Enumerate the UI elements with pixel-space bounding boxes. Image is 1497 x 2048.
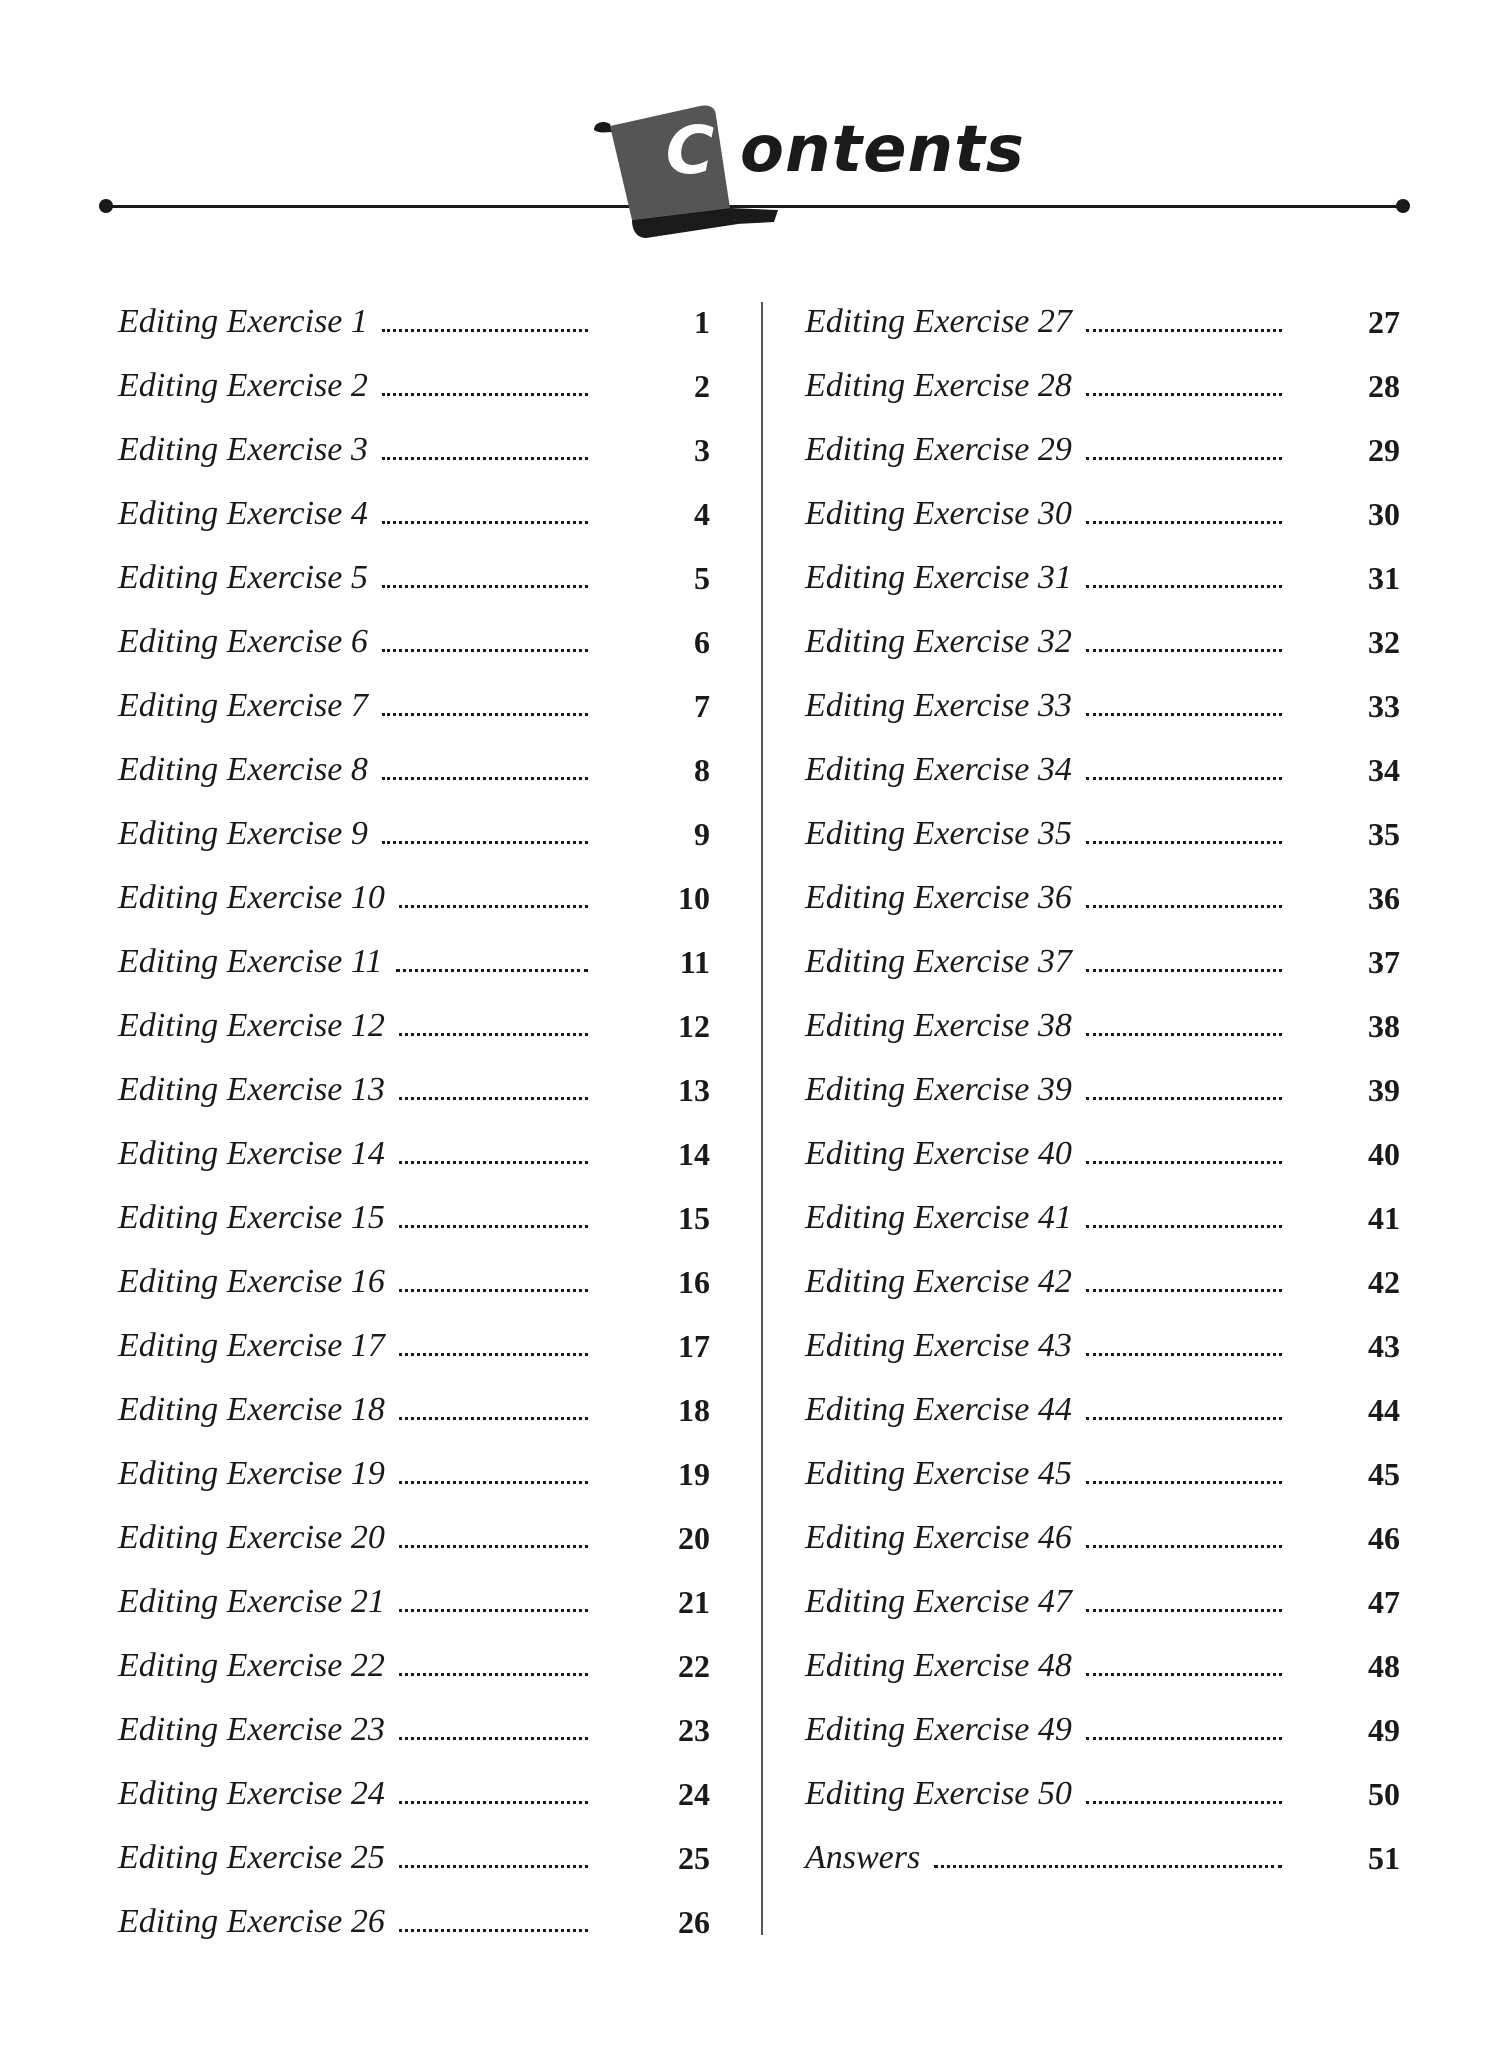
- dot-leader: [1086, 1799, 1282, 1804]
- toc-entry-page-number: 37: [1368, 943, 1400, 980]
- toc-entry-page-number: 44: [1368, 1391, 1400, 1428]
- dot-leader: [399, 1095, 588, 1100]
- toc-entry-label: Editing Exercise 25: [118, 1839, 385, 1876]
- toc-entry[interactable]: [118, 930, 710, 994]
- dot-leader: [399, 1543, 588, 1548]
- toc-entry[interactable]: [118, 1762, 710, 1826]
- toc-entry-page-number: 13: [678, 1071, 710, 1108]
- toc-entry[interactable]: [805, 1762, 1400, 1826]
- toc-entry-page-number: 7: [694, 687, 710, 724]
- dot-leader: [1086, 647, 1282, 652]
- toc-entry-label: Editing Exercise 30: [805, 495, 1072, 532]
- dot-leader: [934, 1863, 1282, 1868]
- dot-leader: [382, 519, 588, 524]
- toc-entry-page-number: 16: [678, 1263, 710, 1300]
- toc-entry-page-number: 22: [678, 1647, 710, 1684]
- toc-entry[interactable]: [805, 290, 1400, 354]
- toc-entry-label: Editing Exercise 26: [118, 1903, 385, 1940]
- toc-entry-label: Editing Exercise 40: [805, 1135, 1072, 1172]
- toc-entry-page-number: 35: [1368, 815, 1400, 852]
- toc-entry-label: Editing Exercise 7: [118, 687, 368, 724]
- toc-entry-page-number: 18: [678, 1391, 710, 1428]
- toc-entry-page-number: 46: [1368, 1519, 1400, 1556]
- toc-entry-page-number: 29: [1368, 431, 1400, 468]
- toc-entry-label: Editing Exercise 28: [805, 367, 1072, 404]
- toc-entry-page-number: 38: [1368, 1007, 1400, 1044]
- toc-entry-label: Editing Exercise 19: [118, 1455, 385, 1492]
- dot-leader: [1086, 775, 1282, 780]
- toc-entry[interactable]: [118, 1442, 710, 1506]
- dot-leader: [1086, 327, 1282, 332]
- toc-entry-label: Editing Exercise 31: [805, 559, 1072, 596]
- dot-leader: [382, 775, 588, 780]
- toc-entry-page-number: 4: [694, 495, 710, 532]
- toc-entry-page-number: 9: [694, 815, 710, 852]
- dot-leader: [1086, 967, 1282, 972]
- toc-entry-label: Editing Exercise 16: [118, 1263, 385, 1300]
- dot-leader: [399, 1927, 588, 1932]
- toc-entry[interactable]: [805, 1186, 1400, 1250]
- dot-leader: [1086, 1415, 1282, 1420]
- dot-leader: [396, 967, 588, 972]
- dot-leader: [399, 1735, 588, 1740]
- dot-leader: [399, 1031, 588, 1036]
- toc-entry[interactable]: [118, 1314, 710, 1378]
- toc-entry-label: Editing Exercise 14: [118, 1135, 385, 1172]
- toc-entry[interactable]: [118, 1506, 710, 1570]
- dot-leader: [382, 647, 588, 652]
- toc-entry[interactable]: [118, 1250, 710, 1314]
- toc-entry[interactable]: [805, 674, 1400, 738]
- toc-entry-page-number: 17: [678, 1327, 710, 1364]
- toc-entry[interactable]: [805, 1506, 1400, 1570]
- toc-entry-page-number: 28: [1368, 367, 1400, 404]
- toc-entry-page-number: 2: [694, 367, 710, 404]
- dot-leader: [399, 1479, 588, 1484]
- toc-entry-page-number: 21: [678, 1583, 710, 1620]
- dot-leader: [1086, 1223, 1282, 1228]
- dot-leader: [1086, 1159, 1282, 1164]
- toc-entry-page-number: 26: [678, 1903, 710, 1940]
- toc-entry[interactable]: [805, 994, 1400, 1058]
- dot-leader: [399, 1863, 588, 1868]
- toc-entry[interactable]: [118, 802, 710, 866]
- toc-entry-page-number: 8: [694, 751, 710, 788]
- toc-entry-label: Editing Exercise 44: [805, 1391, 1072, 1428]
- dot-leader: [399, 1415, 588, 1420]
- toc-entry[interactable]: [118, 1058, 710, 1122]
- toc-entry-label: Editing Exercise 35: [805, 815, 1072, 852]
- toc-entry-page-number: 42: [1368, 1263, 1400, 1300]
- toc-entry[interactable]: [118, 290, 710, 354]
- dot-leader: [399, 903, 588, 908]
- toc-entry-page-number: 34: [1368, 751, 1400, 788]
- toc-entry[interactable]: [118, 418, 710, 482]
- toc-entry-label: Editing Exercise 41: [805, 1199, 1072, 1236]
- toc-entry-page-number: 27: [1368, 303, 1400, 340]
- toc-entry[interactable]: [805, 418, 1400, 482]
- dot-leader: [1086, 839, 1282, 844]
- toc-entry[interactable]: [805, 546, 1400, 610]
- dot-leader: [399, 1799, 588, 1804]
- toc-entry-label: Editing Exercise 10: [118, 879, 385, 916]
- toc-entry-label: Editing Exercise 46: [805, 1519, 1072, 1556]
- toc-entry[interactable]: [805, 1570, 1400, 1634]
- toc-entry-label: Editing Exercise 42: [805, 1263, 1072, 1300]
- dot-leader: [1086, 1287, 1282, 1292]
- toc-entry-label: Editing Exercise 24: [118, 1775, 385, 1812]
- dot-leader: [399, 1223, 588, 1228]
- toc-entry-label: Editing Exercise 47: [805, 1583, 1072, 1620]
- dot-leader: [1086, 1351, 1282, 1356]
- dot-leader: [399, 1607, 588, 1612]
- toc-entry[interactable]: [805, 1250, 1400, 1314]
- toc-entry-page-number: 48: [1368, 1647, 1400, 1684]
- toc-entry-label: Editing Exercise 11: [118, 943, 383, 980]
- toc-entry-page-number: 6: [694, 623, 710, 660]
- dot-leader: [399, 1351, 588, 1356]
- dot-leader: [399, 1287, 588, 1292]
- toc-entry-label: Editing Exercise 5: [118, 559, 368, 596]
- dot-leader: [1086, 903, 1282, 908]
- toc-entry-page-number: 43: [1368, 1327, 1400, 1364]
- toc-entry-page-number: 1: [694, 303, 710, 340]
- dot-leader: [1086, 1543, 1282, 1548]
- toc-entry-label: Editing Exercise 2: [118, 367, 368, 404]
- toc-entry-label: Editing Exercise 13: [118, 1071, 385, 1108]
- toc-entry[interactable]: [805, 1826, 1400, 1890]
- toc-entry-label: Editing Exercise 36: [805, 879, 1072, 916]
- dot-leader: [1086, 1607, 1282, 1612]
- dot-leader: [1086, 1031, 1282, 1036]
- column-divider: [761, 302, 763, 1935]
- toc-entry-page-number: 5: [694, 559, 710, 596]
- toc-entry-page-number: 24: [678, 1775, 710, 1812]
- toc-entry-label: Editing Exercise 3: [118, 431, 368, 468]
- toc-entry-page-number: 23: [678, 1711, 710, 1748]
- toc-column-right: [805, 290, 1400, 1890]
- toc-entry-page-number: 30: [1368, 495, 1400, 532]
- toc-entry[interactable]: [805, 866, 1400, 930]
- toc-entry[interactable]: [805, 1698, 1400, 1762]
- dot-leader: [1086, 583, 1282, 588]
- toc-entry[interactable]: [118, 1570, 710, 1634]
- toc-entry-page-number: 40: [1368, 1135, 1400, 1172]
- dot-leader: [382, 583, 588, 588]
- toc-entry-label: Editing Exercise 23: [118, 1711, 385, 1748]
- dot-leader: [1086, 455, 1282, 460]
- toc-entry-label: Editing Exercise 21: [118, 1583, 385, 1620]
- toc-entry-label: Editing Exercise 33: [805, 687, 1072, 724]
- dot-leader: [1086, 1735, 1282, 1740]
- dot-leader: [382, 391, 588, 396]
- rule-endpoint-left: [99, 199, 113, 213]
- toc-entry[interactable]: [118, 674, 710, 738]
- toc-entry[interactable]: [805, 1634, 1400, 1698]
- toc-entry[interactable]: [805, 482, 1400, 546]
- toc-entry[interactable]: [805, 1122, 1400, 1186]
- toc-entry[interactable]: [118, 1378, 710, 1442]
- toc-entry-label: Editing Exercise 12: [118, 1007, 385, 1044]
- toc-entry[interactable]: [805, 930, 1400, 994]
- toc-entry-page-number: 39: [1368, 1071, 1400, 1108]
- toc-entry-label: Editing Exercise 8: [118, 751, 368, 788]
- toc-entry-page-number: 50: [1368, 1775, 1400, 1812]
- page-title: ontents: [740, 113, 1025, 187]
- toc-entry[interactable]: [118, 1634, 710, 1698]
- toc-entry-page-number: 14: [678, 1135, 710, 1172]
- toc-entry-label: Editing Exercise 15: [118, 1199, 385, 1236]
- toc-entry-label: Editing Exercise 18: [118, 1391, 385, 1428]
- dot-leader: [1086, 1095, 1282, 1100]
- toc-entry[interactable]: [118, 738, 710, 802]
- dot-leader: [1086, 1671, 1282, 1676]
- toc-entry[interactable]: [805, 738, 1400, 802]
- toc-entry-label: Editing Exercise 48: [805, 1647, 1072, 1684]
- toc-entry-page-number: 32: [1368, 623, 1400, 660]
- dot-leader: [382, 455, 588, 460]
- toc-entry-page-number: 20: [678, 1519, 710, 1556]
- toc-entry-label: Editing Exercise 32: [805, 623, 1072, 660]
- toc-entry-page-number: 49: [1368, 1711, 1400, 1748]
- toc-entry-page-number: 47: [1368, 1583, 1400, 1620]
- toc-entry-label: Editing Exercise 9: [118, 815, 368, 852]
- toc-column-left: [118, 290, 710, 1954]
- toc-entry-label: Editing Exercise 6: [118, 623, 368, 660]
- toc-entry-page-number: 25: [678, 1839, 710, 1876]
- dot-leader: [399, 1159, 588, 1164]
- toc-entry[interactable]: [805, 1058, 1400, 1122]
- toc-entry-label: Editing Exercise 29: [805, 431, 1072, 468]
- toc-entry[interactable]: [805, 1378, 1400, 1442]
- toc-entry[interactable]: [118, 354, 710, 418]
- toc-entry-page-number: 36: [1368, 879, 1400, 916]
- toc-entry[interactable]: [118, 994, 710, 1058]
- dot-leader: [382, 839, 588, 844]
- toc-entry[interactable]: [805, 354, 1400, 418]
- toc-entry-label: Editing Exercise 49: [805, 1711, 1072, 1748]
- toc-entry-label: Editing Exercise 20: [118, 1519, 385, 1556]
- toc-entry[interactable]: [805, 610, 1400, 674]
- toc-entry-label: Editing Exercise 4: [118, 495, 368, 532]
- toc-entry-label: Editing Exercise 45: [805, 1455, 1072, 1492]
- toc-entry-label: Editing Exercise 17: [118, 1327, 385, 1364]
- toc-entry-page-number: 12: [678, 1007, 710, 1044]
- dot-leader: [1086, 391, 1282, 396]
- toc-entry[interactable]: [118, 1698, 710, 1762]
- dot-leader: [382, 327, 588, 332]
- toc-entry[interactable]: [118, 866, 710, 930]
- toc-entry-page-number: 3: [694, 431, 710, 468]
- toc-entry-label: Editing Exercise 38: [805, 1007, 1072, 1044]
- toc-entry-page-number: 51: [1368, 1839, 1400, 1876]
- toc-entry-page-number: 45: [1368, 1455, 1400, 1492]
- toc-entry-label: Editing Exercise 43: [805, 1327, 1072, 1364]
- toc-entry[interactable]: [805, 1442, 1400, 1506]
- rule-endpoint-right: [1396, 199, 1410, 213]
- toc-entry-label: Editing Exercise 39: [805, 1071, 1072, 1108]
- toc-entry-label: Editing Exercise 50: [805, 1775, 1072, 1812]
- dot-leader: [382, 711, 588, 716]
- toc-entry[interactable]: [805, 802, 1400, 866]
- toc-entry-page-number: 19: [678, 1455, 710, 1492]
- toc-entry-page-number: 11: [679, 943, 710, 980]
- toc-entry[interactable]: [805, 1314, 1400, 1378]
- toc-entry-label: Editing Exercise 1: [118, 303, 368, 340]
- dot-leader: [1086, 711, 1282, 716]
- toc-entry[interactable]: [118, 1186, 710, 1250]
- toc-entry-page-number: 41: [1368, 1199, 1400, 1236]
- toc-entry[interactable]: [118, 482, 710, 546]
- toc-entry-label: Editing Exercise 34: [805, 751, 1072, 788]
- toc-entry-page-number: 33: [1368, 687, 1400, 724]
- toc-entry[interactable]: [118, 546, 710, 610]
- toc-entry-label: Editing Exercise 37: [805, 943, 1072, 980]
- toc-entry-page-number: 15: [678, 1199, 710, 1236]
- toc-entry[interactable]: [118, 1122, 710, 1186]
- toc-entry-label: Editing Exercise 27: [805, 303, 1072, 340]
- toc-entry[interactable]: [118, 610, 710, 674]
- toc-entry-page-number: 31: [1368, 559, 1400, 596]
- dot-leader: [399, 1671, 588, 1676]
- toc-entry[interactable]: [118, 1826, 710, 1890]
- dot-leader: [1086, 519, 1282, 524]
- toc-entry-label: Answers: [805, 1839, 921, 1876]
- toc-entry[interactable]: [118, 1890, 710, 1954]
- contents-header: [0, 0, 1497, 260]
- title-initial: C: [665, 112, 715, 189]
- toc-entry-page-number: 10: [678, 879, 710, 916]
- dot-leader: [1086, 1479, 1282, 1484]
- toc-entry-label: Editing Exercise 22: [118, 1647, 385, 1684]
